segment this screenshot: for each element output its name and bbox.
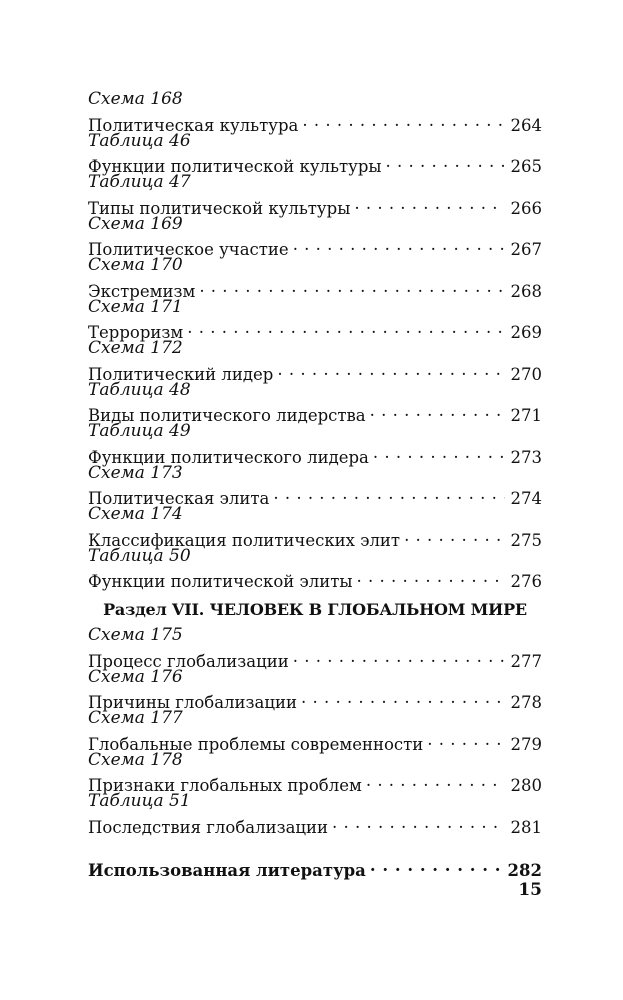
- toc-item-label: Схема 170: [88, 255, 183, 275]
- toc-group: [88, 213, 542, 259]
- toc-item-label: Схема 177: [88, 708, 183, 728]
- toc-entry-title: Политическая культура: [88, 115, 299, 135]
- dot-leader: [354, 193, 504, 214]
- dot-leader: [373, 442, 505, 463]
- toc-item-label: Схема 175: [88, 625, 183, 645]
- toc-entry-page: 281: [510, 817, 542, 837]
- dot-leader: [370, 400, 505, 421]
- toc-entry-page: 273: [510, 447, 542, 467]
- dot-leader: [356, 566, 504, 587]
- toc-entry-title: Признаки глобальных проблем: [88, 776, 362, 795]
- dot-leader: [302, 110, 504, 131]
- toc-entry-page: 282: [507, 860, 542, 880]
- toc-entry[interactable]: [88, 687, 542, 712]
- dot-leader: [370, 855, 502, 876]
- toc-entry-page: 277: [510, 651, 542, 671]
- toc-entry-title: Экстремизм: [88, 281, 196, 301]
- toc-group: [88, 338, 542, 384]
- toc-entry-page: 280: [510, 776, 542, 795]
- toc-entry-title: Политическое участие: [88, 240, 289, 259]
- toc-item-label: Схема 176: [88, 666, 183, 687]
- toc-entry-references[interactable]: [88, 855, 542, 880]
- toc-entry-title: Политическая элита: [88, 489, 270, 508]
- toc-item-label: Таблица 51: [88, 791, 191, 811]
- toc-entry-page: 267: [510, 240, 542, 259]
- toc-entry-title: Функции политической элиты: [88, 572, 353, 591]
- toc-group: [88, 296, 542, 342]
- page-number: 15: [518, 880, 542, 900]
- toc-item-label: Схема 172: [88, 338, 183, 358]
- toc-entry-title: Типы политической культуры: [88, 198, 351, 218]
- dot-leader: [277, 359, 504, 380]
- dot-leader: [366, 770, 505, 791]
- table-of-contents: [88, 89, 542, 880]
- toc-item-label: Схема 171: [88, 296, 183, 317]
- toc-item-label: Схема 173: [88, 462, 183, 483]
- dot-leader: [404, 525, 504, 546]
- toc-group: [88, 791, 542, 837]
- toc-entry[interactable]: [88, 193, 542, 218]
- toc-entry[interactable]: [88, 525, 542, 550]
- toc-entry-page: 276: [510, 572, 542, 591]
- dot-leader: [199, 276, 504, 297]
- toc-group: [88, 545, 542, 591]
- toc-entry[interactable]: [88, 812, 542, 837]
- toc-entry[interactable]: [88, 234, 542, 259]
- toc-part-2: [88, 625, 542, 837]
- toc-item-label: Схема 168: [88, 89, 183, 109]
- toc-group: [88, 625, 542, 671]
- dot-leader: [187, 317, 504, 338]
- toc-entry[interactable]: [88, 276, 542, 301]
- toc-entry-page: 265: [510, 157, 542, 176]
- toc-entry-page: 264: [510, 115, 542, 135]
- dot-leader: [386, 151, 505, 172]
- toc-entry-title: Виды политического лидерства: [88, 406, 366, 425]
- toc-entry-title: Функции политической культуры: [88, 157, 382, 176]
- toc-entry-page: 278: [510, 693, 542, 712]
- toc-group: [88, 172, 542, 218]
- dot-leader: [273, 483, 504, 504]
- toc-entry-page: 274: [510, 489, 542, 508]
- toc-group: [88, 749, 542, 795]
- toc-entry[interactable]: [88, 110, 542, 135]
- toc-entry-title: Терроризм: [88, 323, 184, 342]
- toc-entry-title: Процесс глобализации: [88, 651, 289, 671]
- dot-leader: [293, 234, 505, 255]
- toc-group: [88, 708, 542, 754]
- toc-entry-page: 270: [510, 364, 542, 384]
- toc-item-label: Таблица 46: [88, 130, 191, 151]
- section-heading: Раздел VII. ЧЕЛОВЕК В ГЛОБАЛЬНОМ МИРЕ: [103, 600, 527, 619]
- toc-entry[interactable]: [88, 566, 542, 591]
- toc-entry[interactable]: [88, 400, 542, 425]
- toc-entry[interactable]: [88, 729, 542, 754]
- toc-item-label: Таблица 49: [88, 421, 191, 441]
- toc-entry[interactable]: [88, 770, 542, 795]
- toc-entry[interactable]: [88, 442, 542, 467]
- toc-group: [88, 666, 542, 712]
- toc-group: [88, 255, 542, 301]
- dot-leader: [427, 729, 504, 750]
- toc-entry-page: 279: [510, 734, 542, 754]
- toc-entry[interactable]: [88, 646, 542, 671]
- dot-leader: [332, 812, 504, 833]
- toc-entry[interactable]: [88, 317, 542, 342]
- toc-entry-page: 275: [510, 530, 542, 550]
- toc-item-label: Схема 169: [88, 213, 183, 234]
- toc-group: [88, 462, 542, 508]
- toc-entry-title: Причины глобализации: [88, 693, 297, 712]
- toc-entry-page: 269: [510, 323, 542, 342]
- toc-entry-page: 268: [510, 281, 542, 301]
- toc-entry-title: Политический лидер: [88, 364, 274, 384]
- toc-part-1: [88, 89, 542, 591]
- toc-item-label: Схема 178: [88, 749, 183, 770]
- dot-leader: [301, 687, 505, 708]
- toc-item-label: Таблица 47: [88, 172, 191, 192]
- toc-entry-title: Классификация политических элит: [88, 530, 401, 550]
- toc-entry[interactable]: [88, 151, 542, 176]
- toc-group: [88, 504, 542, 550]
- toc-group: [88, 421, 542, 467]
- dot-leader: [293, 646, 505, 667]
- toc-entry-page: 266: [510, 198, 542, 218]
- toc-entry[interactable]: [88, 483, 542, 508]
- toc-entry-title: Использованная литература: [88, 860, 366, 880]
- toc-entry-title: Глобальные проблемы современности: [88, 734, 424, 754]
- toc-entry-title: Функции политического лидера: [88, 447, 369, 467]
- toc-entry-title: Последствия глобализации: [88, 817, 329, 837]
- toc-group: [88, 130, 542, 176]
- toc-item-label: Таблица 48: [88, 379, 191, 400]
- toc-group: [88, 89, 542, 135]
- toc-item-label: Таблица 50: [88, 545, 191, 566]
- toc-entry[interactable]: [88, 359, 542, 384]
- toc-item-label: Схема 174: [88, 504, 183, 524]
- toc-group: [88, 379, 542, 425]
- toc-entry-page: 271: [510, 406, 542, 425]
